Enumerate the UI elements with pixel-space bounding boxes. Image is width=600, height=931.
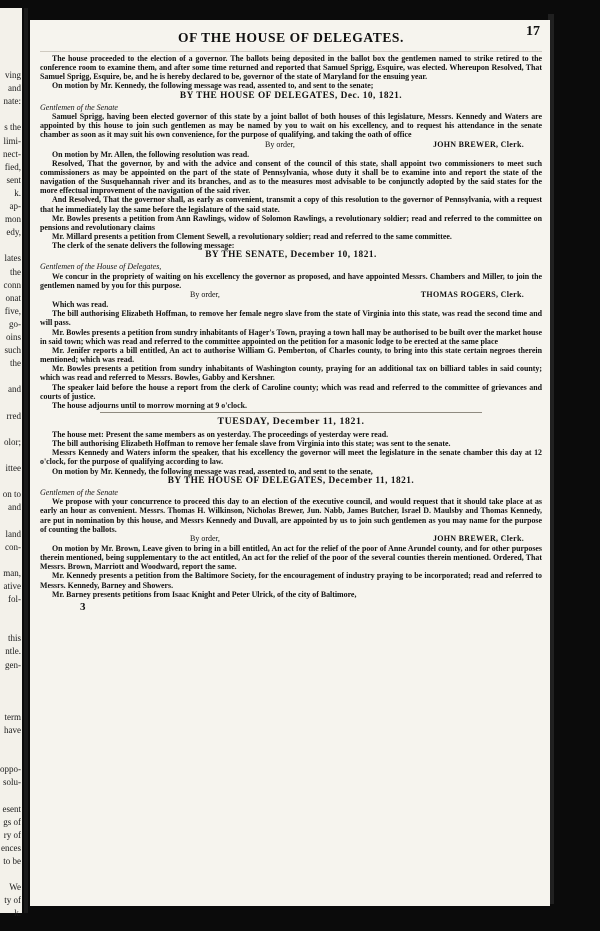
page-number: 17 <box>526 24 540 39</box>
margin-fragment: ntle. <box>5 646 21 657</box>
margin-fragment: limi- <box>3 135 21 146</box>
signoff <box>40 140 542 150</box>
by-order: By order, <box>190 533 220 543</box>
running-head <box>40 24 542 48</box>
margin-fragment: olor; <box>4 436 21 447</box>
salutation: Gentlemen of the Senate <box>40 487 118 497</box>
paragraph: Mr. Bowles presents a petition from Ann Rawlings, widow of Solomon Rawlings, a revolutionary soldier; read and referred to the committee on pensions and revolutionary claims <box>40 213 542 232</box>
day-heading: TUESDAY, December 11, 1821. <box>217 416 365 427</box>
margin-fragment: ry of <box>3 829 21 840</box>
by-order: By order, <box>265 139 295 149</box>
clerk-signature: THOMAS ROGERS, Clerk. <box>420 290 524 300</box>
page-title: OF THE HOUSE OF DELEGATES. <box>177 30 405 45</box>
signoff <box>40 290 542 300</box>
margin-fragment: conn <box>3 279 21 290</box>
paragraph: And Resolved, That the governor shall, as early as convenient, transmit a copy of this resolution to the governor of Pennsylvania, with a request that he immediately lay the same before the legislature of the said state. <box>40 195 542 214</box>
margin-fragment: esent <box>2 803 21 814</box>
paragraph: We propose with your concurrence to proceed this day to an election of the executive council, and would request that it should take place at as early an hour as convenient. Messrs. Thomas H. Wilkinson, Nicholas Brewer, Jun. Nabb, James Butcher, Israel D. Maulsby and Thomas Kennedy, are put in nomination by this house, and Messrs Kennedy and Duvall, are appointed by us to join such gentlemen as you may name for the purpose of counting the ballots. <box>40 497 542 534</box>
margin-fragment: ving <box>4 70 21 80</box>
paragraph: Mr. Millard presents a petition from Clement Sewell, a revolutionary soldier; read and referred to the same committee. <box>52 232 452 241</box>
margin-fragment: We <box>9 882 21 893</box>
margin-fragment: the <box>10 266 21 277</box>
paragraph: We concur in the propriety of waiting on his excellency the governor as proposed, and have appointed Messrs. Chambers and Miller, to join the gentlemen named by you for this purpose. <box>40 271 542 290</box>
paragraph: Resolved, That the governor, by and with the advice and consent of the council of this state, shall appoint two commissioners to meet such commissioners as may be appointed on the part of the state of Pennsylvania, whose duty it shall be to examine into and report the state of the navigation of the Susquehannah river and its branches, and as to the measures most advisable to be conjunctly adopted by the said states for the more effectual improvement of the navigation of the said river. <box>40 158 542 196</box>
margin-fragment: con- <box>5 541 21 552</box>
margin-fragment: sent <box>6 174 21 185</box>
signoff <box>40 534 542 544</box>
margin-fragment: lates <box>4 253 21 264</box>
journal-page <box>30 20 550 906</box>
margin-fragment: ences <box>1 842 21 853</box>
paragraph: The house met: Present the same members as on yesterday. The proceedings of yesterday were read. <box>52 430 389 439</box>
margin-fragment: five, <box>4 305 21 316</box>
margin-fragment: solu- <box>3 777 21 788</box>
paragraph: On motion by Mr. Allen, the following resolution was read. <box>52 149 250 159</box>
margin-fragment: onat <box>5 292 21 303</box>
paragraph: The bill authorising Elizabeth Hoffman, to remove her female negro slave from the state of Virginia into this state, was read the second time and will pass. <box>40 309 542 328</box>
paragraph: Samuel Sprigg, having been elected governor of this state by a joint ballot of both houses of this legislature, Messrs. Kennedy and Waters are appointed by this house to join such gentlemen as may be named by you to wait on his excellency, and to request his attendance in the senate chamber as soon as it may suit his own convenience, for the purpose of qualifying, and taking the oath of office <box>40 112 542 140</box>
paragraph: The clerk of the senate delivers the following message: <box>52 241 235 251</box>
margin-fragment: this <box>7 633 21 644</box>
section-tuesday <box>40 416 542 613</box>
margin-fragment: mon <box>4 214 21 225</box>
margin-fragment: to be <box>3 856 21 866</box>
paragraph: Mr. Barney presents petitions from Isaac Knight and Peter Ulrick, of the city of Baltimore, <box>52 589 357 599</box>
sheet-signature-mark: 3 <box>80 600 86 613</box>
by-order: By order, <box>190 290 220 300</box>
margin-fragment: ittee <box>5 463 21 473</box>
message-heading: BY THE HOUSE OF DELEGATES, December 11, 1821. <box>167 475 415 486</box>
paragraph: On motion by Mr. Brown, Leave given to bring in a bill entitled, An act for the relief of the poor of Anne Arundel county, and for other purposes therein mentioned, being supplementary to the act entitled, An act for the relief of the poor of the several counties therein mentioned. Ordered, That Messrs. Brown, Marriott and Woodward, report the same. <box>40 543 542 572</box>
margin-fragment: the <box>10 358 21 369</box>
margin-fragment: term <box>4 711 21 722</box>
paragraph: Mr. Bowles presents a petition from sundry inhabitants of Hager's Town, praying a town hall may be authorised to be built over the market house in said town; which was read and referred to the committee appointed on the petition for a masonic lodge to be erected at the same place <box>40 327 542 346</box>
section-election-of-governor <box>40 54 542 250</box>
margin-fragment: nect- <box>3 148 21 159</box>
paragraph: Which was read. <box>52 300 109 310</box>
paragraph: Mr. Kennedy presents a petition from the Baltimore Society, for the encouragement of industry praying to be incorporated; read and referred to Messrs. Kennedy, Barney and Showers. <box>40 571 542 590</box>
paragraph: The speaker laid before the house a report from the clerk of Caroline county; which was read and referred to the committee of grievances and courts of justice. <box>40 382 542 401</box>
margin-fragment: s the <box>4 122 21 133</box>
margin-fragment: have <box>4 725 21 735</box>
margin-fragment: ty of <box>4 895 21 906</box>
margin-fragment: rred <box>6 410 21 421</box>
paragraph: On motion by Mr. Kennedy, the following message was read, assented to, and sent to the senate, <box>52 466 373 476</box>
margin-fragment: and <box>8 83 21 94</box>
margin-fragment: nate: <box>3 96 21 107</box>
margin-fragment: k. <box>14 908 21 919</box>
clerk-signature: JOHN BREWER, Clerk. <box>432 533 524 543</box>
margin-fragment: fied, <box>4 161 21 172</box>
margin-fragment: gen- <box>5 659 21 670</box>
paragraph: The house proceeded to the election of a governor. The ballots being deposited in the ballot box the gentlemen named to strike retired to the conference room to examine them, and after some time returned and reported that Samuel Sprigg, Esquire, was elected. Whereupon Resolved, That Samuel Sprigg, Esquire, be, and he is hereby declared to be, governor of the state of Maryland for the ensuing year. <box>40 54 542 82</box>
margin-fragment: man, <box>3 567 21 578</box>
margin-fragment: fol- <box>8 594 21 604</box>
margin-fragment: edy, <box>6 227 21 238</box>
paragraph: The house adjourns until to morrow morning at 9 o'clock. <box>52 400 247 410</box>
adjacent-page-margin <box>0 8 22 919</box>
paragraph: On motion by Mr. Kennedy, the following message was read, assented to, and sent to the senate; <box>52 81 374 91</box>
head-rule <box>40 48 542 52</box>
paragraph: Mr. Jenifer reports a bill entitled, An act to authorise William G. Pemberton, of Charles county, to bring into this state certain negroes therein mentioned; which was read. <box>40 345 542 365</box>
section-divider <box>100 412 482 413</box>
margin-fragment: and <box>8 502 21 513</box>
margin-fragment: ap- <box>9 201 21 211</box>
binding-gutter <box>24 8 28 913</box>
margin-fragment: and <box>8 384 21 395</box>
section-senate-message <box>40 250 542 410</box>
margin-fragment: k. <box>14 187 21 198</box>
paragraph: The bill authorising Elizabeth Hoffman to remove her female slave from Virginia into this state; was sent to the senate. <box>52 439 451 449</box>
paragraph: Mr. Bowles presents a petition from sundry inhabitants of Washington county, praying for an additional tax on billiard tables in said county; which was read and referred to Messrs. Bowles, Gabby and Kershner. <box>40 364 542 383</box>
paragraph: Messrs Kennedy and Waters inform the speaker, that his excellency the governor will meet the legislature in the senate chamber this day at 12 o'clock, for the purpose of qualifying according to law. <box>40 448 542 467</box>
margin-fragment: such <box>4 345 21 356</box>
clerk-signature: JOHN BREWER, Clerk. <box>432 139 524 149</box>
margin-fragment: ative <box>3 580 21 591</box>
margin-fragment: on to <box>2 489 21 500</box>
message-heading: BY THE SENATE, December 10, 1821. <box>205 250 377 261</box>
margin-fragment: gs of <box>3 816 21 827</box>
salutation: Gentlemen of the House of Delegates, <box>40 262 162 272</box>
message-heading: BY THE HOUSE OF DELEGATES, Dec. 10, 1821. <box>179 90 403 101</box>
margin-fragment: oppo- <box>0 764 21 775</box>
salutation: Gentlemen of the Senate <box>40 102 118 112</box>
margin-fragment: land <box>5 528 21 539</box>
margin-fragment: oins <box>5 332 21 342</box>
margin-fragment: go- <box>9 318 21 329</box>
